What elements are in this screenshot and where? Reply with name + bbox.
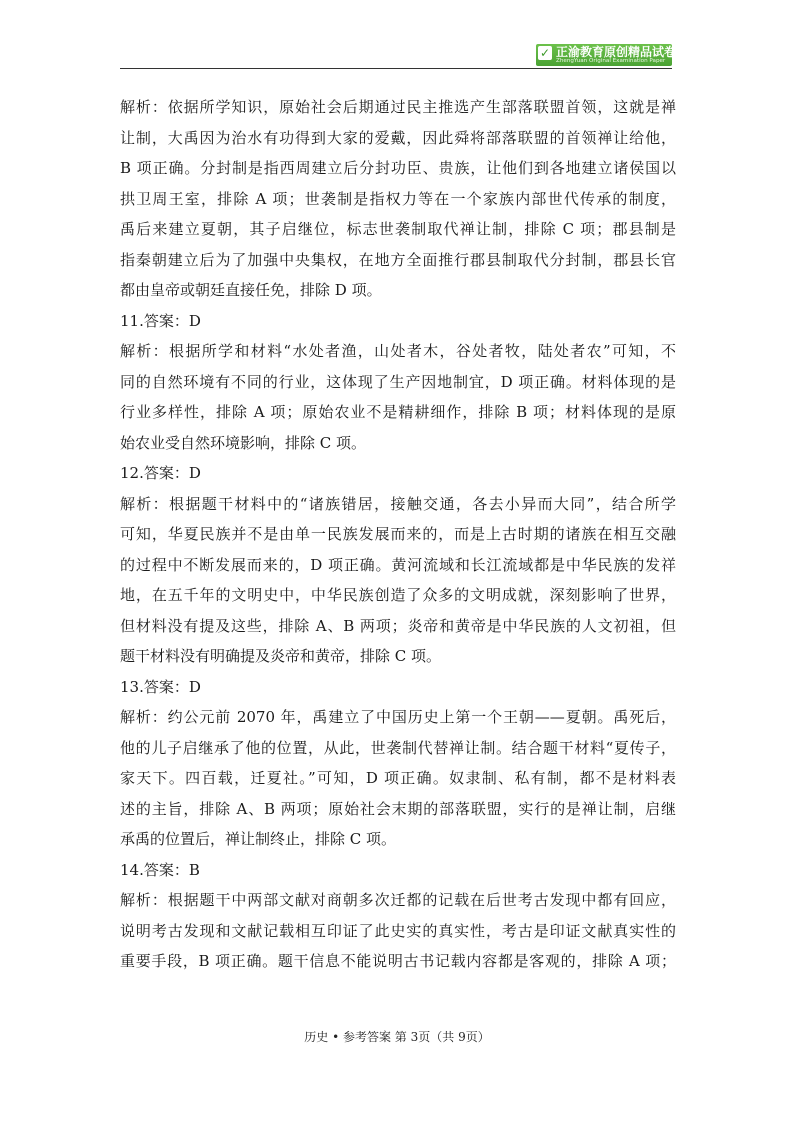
text-line: 题干材料没有明确提及炎帝和黄帝，排除 C 项。	[120, 647, 442, 665]
text-line: 他的儿子启继承了他的位置，从此，世袭制代替禅让制。结合题干材料“夏传子，	[120, 738, 676, 757]
text-line: 重要手段，B 项正确。题干信息不能说明古书记载内容都是客观的，排除 A 项；	[120, 952, 676, 970]
text-line: 述的主旨，排除 A、B 两项；原始社会末期的部落联盟，实行的是禅让制，启继	[120, 799, 676, 818]
answer-heading: 14.答案：B	[120, 860, 200, 879]
text-line: 承禹的位置后，禅让制终止，排除 C 项。	[120, 830, 397, 848]
text-line: 解析：根据题干中两部文献对商朝多次迁都的记载在后世考古发现中都有回应，	[120, 891, 676, 909]
text-line: 解析：根据所学和材料“水处者渔，山处者木，谷处者牧，陆处者农”可知，不	[120, 342, 676, 360]
answer-text-block	[120, 92, 676, 977]
text-line: 行业多样性，排除 A 项；原始农业不是精耕细作，排除 B 项；材料体现的是原	[120, 403, 676, 421]
header-rule	[120, 68, 672, 69]
answer-heading: 11.答案：D	[120, 311, 201, 330]
logo-subtitle: ZhengYuan Original Examination Paper	[556, 58, 666, 64]
text-line: 禹后来建立夏朝，其子启继位，标志世袭制取代禅让制，排除 C 项；郡县制是	[120, 220, 676, 238]
answer-heading: 12.答案：D	[120, 464, 201, 482]
text-line: 家天下。四百载，迁夏社。”可知，D 项正确。奴隶制、私有制，都不是材料表	[120, 769, 676, 787]
brand-logo	[536, 44, 677, 66]
text-line: 让制，大禹因为治水有功得到大家的爱戴，因此舜将部落联盟的首领禅让给他，	[120, 128, 676, 147]
text-line: B 项正确。分封制是指西周建立后分封功臣、贵族，让他们到各地建立诸侯国以	[120, 159, 676, 177]
check-icon: ✓	[539, 46, 551, 60]
text-line: 拱卫周王室，排除 A 项；世袭制是指权力等在一个家族内部世代传承的制度，	[120, 189, 676, 208]
text-line: 但材料没有提及这些，排除 A、B 两项；炎帝和黄帝是中华民族的人文初祖，但	[120, 616, 676, 635]
answer-heading: 13.答案：D	[120, 677, 201, 696]
text-line: 说明考古发现和文献记载相互印证了此史实的真实性，考古是印证文献真实性的	[120, 921, 676, 940]
text-line: 解析：根据题干材料中的“诸族错居，接触交通，各去小异而大同”，结合所学	[120, 494, 676, 513]
text-line: 解析：约公元前 2070 年，禹建立了中国历史上第一个王朝——夏朝。禹死后，	[120, 708, 676, 726]
logo-text: 正渝教育原创精品试卷	[556, 45, 677, 59]
text-line: 地，在五千年的文明史中，中华民族创造了众多的文明成就，深刻影响了世界，	[120, 586, 676, 604]
text-line: 可知，华夏民族并不是由单一民族发展而来的，而是上古时期的诸族在相互交融	[120, 525, 676, 543]
text-line: 的过程中不断发展而来的，D 项正确。黄河流域和长江流域都是中华民族的发祥	[120, 555, 676, 574]
text-line: 解析：依据所学知识，原始社会后期通过民主推选产生部落联盟首领，这就是禅	[120, 98, 676, 116]
text-line: 始农业受自然环境影响，排除 C 项。	[120, 433, 367, 452]
text-line: 指秦朝建立后为了加强中央集权，在地方全面推行郡县制取代分封制，郡县长官	[120, 250, 676, 269]
text-line: 同的自然环境有不同的行业，这体现了生产因地制宜，D 项正确。材料体现的是	[120, 372, 676, 391]
page-footer: 历史 • 参考答案 第 3页（共 9页）	[304, 1030, 490, 1044]
text-line: 都由皇帝或朝廷直接任免，排除 D 项。	[120, 281, 382, 299]
